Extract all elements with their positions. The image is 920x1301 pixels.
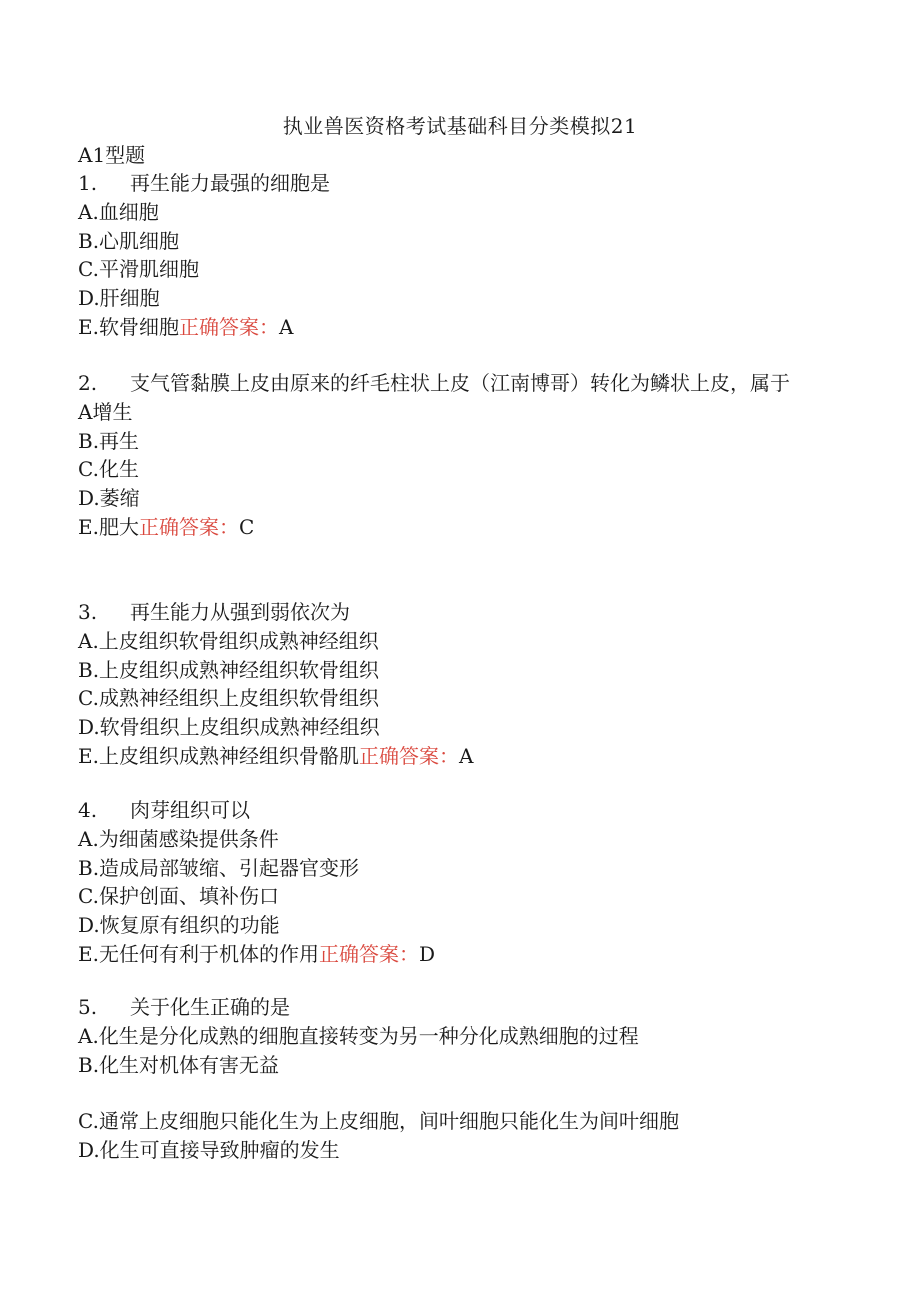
question-1 (78, 169, 838, 342)
question-stem: 3. 再生能力从强到弱依次为 (78, 598, 838, 627)
option-a: A增生 (78, 399, 133, 424)
question-4 (78, 796, 838, 969)
question-number: 5. (78, 995, 98, 1019)
option-d: D.肝细胞 (78, 286, 160, 311)
option-e: E.上皮组织成熟神经组织骨骼肌正确答案：A (78, 743, 474, 768)
option-e: E.肥大正确答案：C (78, 514, 255, 539)
option-a: A.血细胞 (78, 199, 159, 224)
question-number: 1. (78, 171, 98, 195)
option-b: B.再生 (78, 428, 140, 453)
answer-label: 正确答案： (178, 314, 279, 339)
option-d: D.萎缩 (78, 486, 140, 511)
option-c: C.平滑肌细胞 (78, 257, 199, 282)
option-a: A.化生是分化成熟的细胞直接转变为另一种分化成熟细胞的过程 (78, 1023, 639, 1048)
question-number: 3. (78, 600, 98, 624)
option-c: C.通常上皮细胞只能化生为上皮细胞，间叶细胞只能化生为间叶细胞 (78, 1109, 679, 1134)
question-number: 4. (78, 798, 98, 822)
option-c: C.保护创面、填补伤口 (78, 884, 279, 909)
option-b: B.化生对机体有害无益 (78, 1052, 280, 1077)
answer-label: 正确答案： (358, 743, 459, 768)
option-b: B.上皮组织成熟神经组织软骨组织 (78, 657, 380, 682)
option-e: E.软骨细胞正确答案：A (78, 314, 294, 339)
question-stem: 5. 关于化生正确的是 (78, 993, 838, 1022)
question-stem: 2. 支气管黏膜上皮由原来的纤毛柱状上皮（江南博哥）转化为鳞状上皮，属于 (78, 369, 838, 398)
section-heading: A1型题 (78, 143, 146, 167)
option-d: D.恢复原有组织的功能 (78, 913, 280, 938)
option-c: C.化生 (78, 457, 139, 482)
answer-value: A (458, 743, 474, 768)
answer-value: A (278, 314, 294, 339)
option-d: D.化生可直接导致肿瘤的发生 (78, 1138, 340, 1163)
question-stem: 1. 再生能力最强的细胞是 (78, 169, 838, 198)
answer-value: C (238, 514, 255, 539)
question-number: 2. (78, 371, 98, 395)
question-5 (78, 993, 838, 1165)
option-b: B.心肌细胞 (78, 228, 180, 253)
answer-label: 正确答案： (318, 941, 419, 966)
document-title: 执业兽医资格考试基础科目分类模拟21 (282, 114, 638, 138)
answer-label: 正确答案： (138, 514, 239, 539)
option-a: A.为细菌感染提供条件 (78, 826, 279, 851)
option-c: C.成熟神经组织上皮组织软骨组织 (78, 686, 379, 711)
option-a: A.上皮组织软骨组织成熟神经组织 (78, 628, 379, 653)
question-3 (78, 598, 838, 771)
option-d: D.软骨组织上皮组织成熟神经组织 (78, 715, 380, 740)
option-b: B.造成局部皱缩、引起器官变形 (78, 855, 360, 880)
question-stem: 4. 肉芽组织可以 (78, 796, 838, 825)
answer-value: D (418, 941, 436, 966)
question-2 (78, 369, 838, 542)
option-e: E.无任何有利于机体的作用正确答案：D (78, 941, 436, 966)
